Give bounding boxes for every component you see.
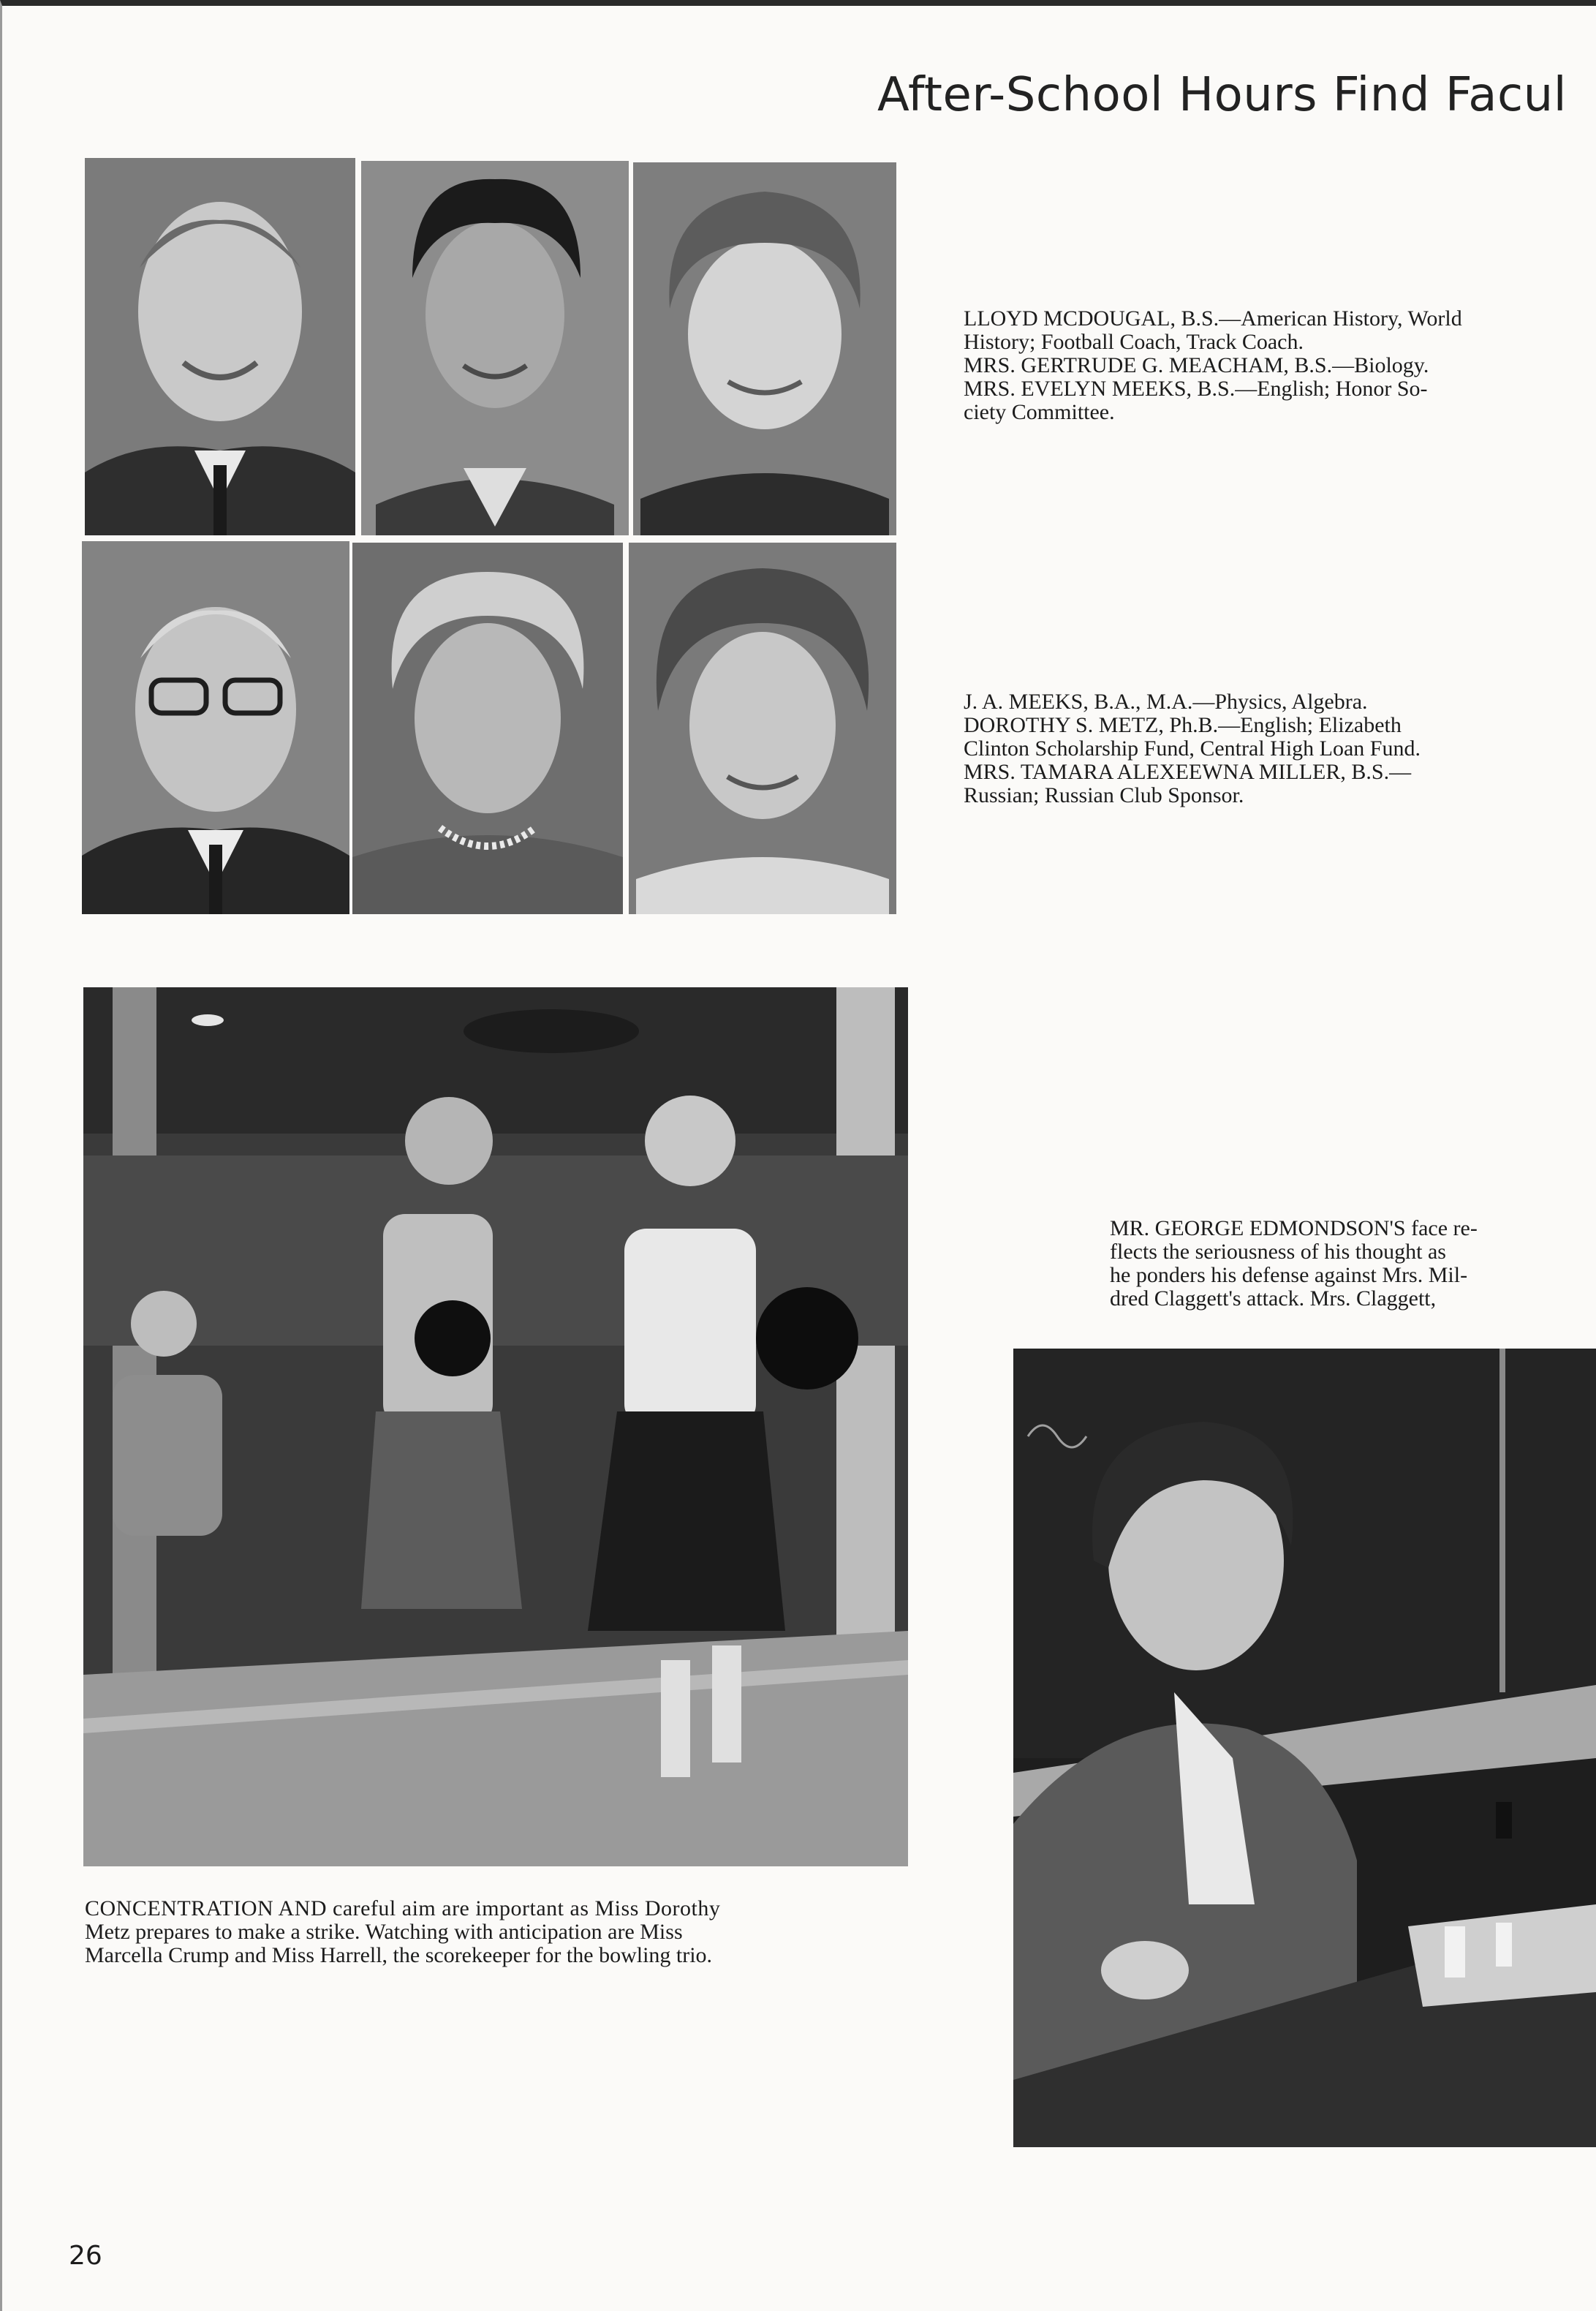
caption-line: MRS. EVELYN MEEKS, B.S.—English; Honor So- xyxy=(964,377,1428,401)
caption-line: MRS. TAMARA ALEXEEWNA MILLER, B.S.— xyxy=(964,760,1412,784)
bowling-photo xyxy=(83,987,908,1866)
page-number: 26 xyxy=(69,2241,102,2271)
faculty-caption-row1 xyxy=(964,307,1566,424)
portrait-lloyd-mcdougal xyxy=(85,158,355,535)
caption-line: Marcella Crump and Miss Harrell, the scorekeeper for the bowling trio. xyxy=(85,1943,713,1967)
caption-line: he ponders his defense against Mrs. Mil- xyxy=(1110,1263,1468,1287)
caption-line: Russian; Russian Club Sponsor. xyxy=(964,783,1244,807)
caption-line: flects the seriousness of his thought as xyxy=(1110,1240,1446,1264)
caption-line: History; Football Coach, Track Coach. xyxy=(964,330,1304,354)
caption-line: CONCENTRATION AND careful aim are important as Miss Dorothy xyxy=(85,1896,721,1920)
caption-line: J. A. MEEKS, B.A., M.A.—Physics, Algebra. xyxy=(964,690,1368,714)
bowling-caption xyxy=(85,1897,908,1967)
caption-line: dred Claggett's attack. Mrs. Claggett, xyxy=(1110,1286,1437,1311)
portrait-evelyn-meeks xyxy=(633,162,896,535)
portrait-tamara-miller xyxy=(629,543,896,914)
caption-line: LLOYD MCDOUGAL, B.S.—American History, World xyxy=(964,306,1462,331)
chess-caption xyxy=(1110,1217,1566,1311)
portrait-dorothy-metz xyxy=(352,543,623,914)
page-headline: After-School Hours Find Facul xyxy=(877,68,1567,122)
portrait-gertrude-meacham xyxy=(361,161,629,535)
caption-line: Clinton Scholarship Fund, Central High Loan Fund. xyxy=(964,736,1421,761)
faculty-caption-row2 xyxy=(964,690,1566,807)
caption-line: Metz prepares to make a strike. Watching with anticipation are Miss xyxy=(85,1920,683,1944)
caption-line: ciety Committee. xyxy=(964,400,1115,424)
portrait-ja-meeks xyxy=(82,541,349,914)
caption-line: DOROTHY S. METZ, Ph.B.—English; Elizabeth xyxy=(964,713,1402,737)
chess-photo xyxy=(1013,1349,1596,2147)
caption-line: MR. GEORGE EDMONDSON'S face re- xyxy=(1110,1216,1478,1240)
caption-line: MRS. GERTRUDE G. MEACHAM, B.S.—Biology. xyxy=(964,353,1429,377)
